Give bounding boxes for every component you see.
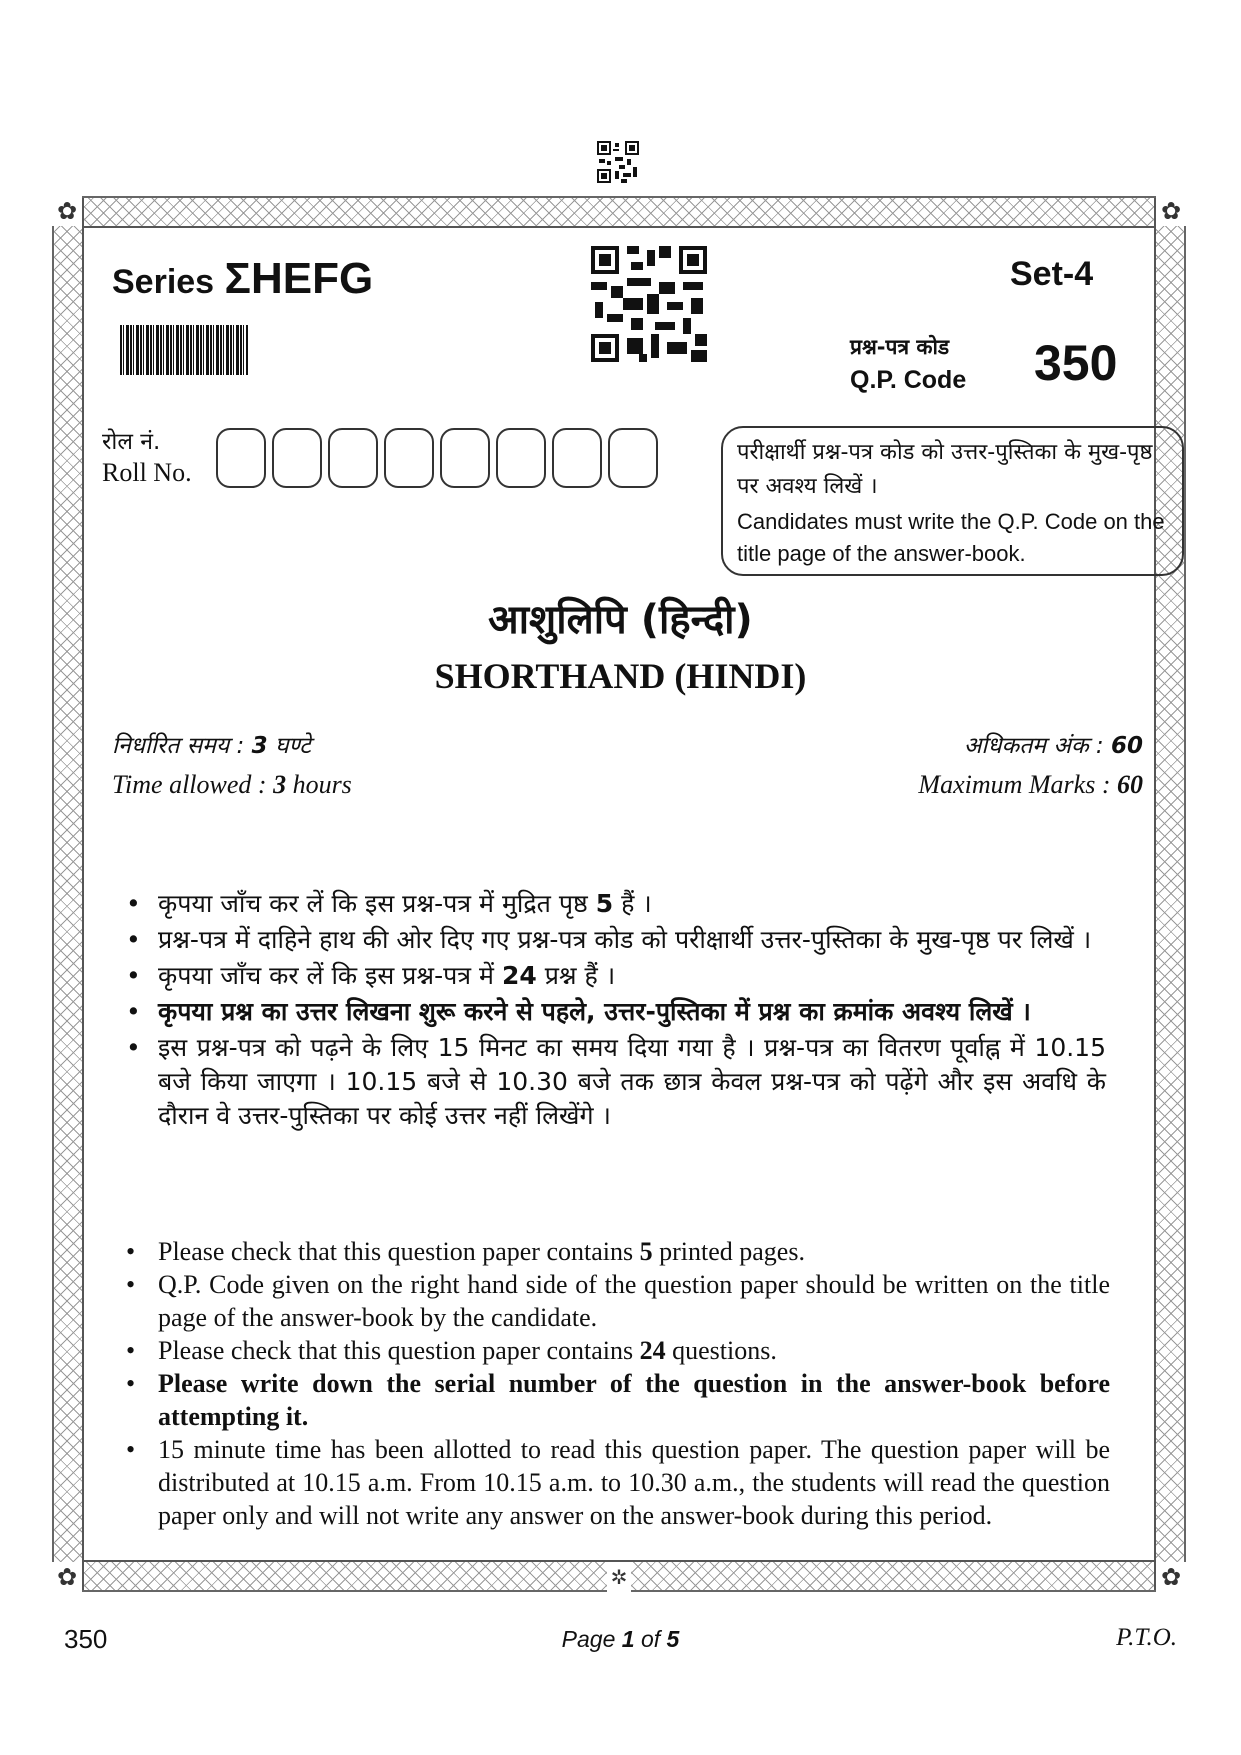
marks-value-hindi: 60	[1110, 733, 1143, 759]
instruction-item: • Please write down the serial number of the question in the answer-book before attempting it.	[116, 1367, 1110, 1433]
title-hindi: आशुलिपि (हिन्दी)	[488, 597, 753, 643]
qp-code-label-hindi: प्रश्न-पत्र कोड	[850, 335, 950, 359]
roll-number-box[interactable]	[608, 428, 658, 488]
time-allowed-hindi	[112, 728, 311, 760]
qp-code-notice-box	[721, 426, 1184, 576]
roll-number-box[interactable]	[216, 428, 266, 488]
instruction-item: • Please check that this question paper contains 24 questions.	[116, 1334, 1110, 1367]
instruction-item: • कृपया जाँच कर लें कि इस प्रश्न-पत्र में मुद्रित पृष्ठ 5 हैं ।	[116, 887, 1106, 921]
time-unit-english: hours	[286, 770, 352, 799]
top-small-qr-code	[597, 141, 639, 183]
footer-page-number: Page 1 of 5	[561, 1626, 680, 1652]
instruction-item: • प्रश्न-पत्र में दाहिने हाथ की ओर दिए गए प्रश्न-पत्र कोड को परीक्षार्थी उत्तर-पुस्तिका के मुख-पृष्ठ पर लिखें ।	[116, 923, 1106, 957]
roll-number-box[interactable]	[384, 428, 434, 488]
series-line	[112, 254, 373, 304]
series-code: ΣHEFG	[224, 254, 374, 303]
roll-label-hindi: रोल नं.	[102, 429, 161, 455]
flower-ornament-icon: ✿	[1156, 196, 1186, 226]
time-value-hindi: 3	[251, 733, 268, 759]
roll-number-box[interactable]	[496, 428, 546, 488]
max-marks-hindi	[964, 728, 1143, 760]
roll-label-english: Roll No.	[102, 458, 192, 487]
marks-label-english: Maximum Marks :	[918, 770, 1117, 799]
instructions-english	[116, 1235, 1110, 1532]
time-value-english: 3	[273, 770, 287, 799]
max-marks-english	[918, 770, 1143, 800]
title-english: SHORTHAND (HINDI)	[434, 656, 807, 696]
roll-number-box[interactable]	[328, 428, 378, 488]
notice-hindi: परीक्षार्थी प्रश्न-पत्र कोड को उत्तर-पुस्तिका के मुख-पृष्ठ पर अवश्य लिखें ।	[737, 440, 1153, 499]
star-ornament-icon: ✲	[607, 1562, 631, 1592]
series-label: Series	[112, 263, 215, 301]
roll-number-box[interactable]	[272, 428, 322, 488]
instruction-item: • इस प्रश्न-पत्र को पढ़ने के लिए 15 मिनट का समय दिया गया है । प्रश्न-पत्र का वितरण पूर्वाह्न में 10.15 बजे किया जाएगा । 10.15 बजे से 10.30 बजे तक छात्र केवल प्रश्न-पत्र को पढ़ेंगे और इस अवधि के दौरान वे उत्तर-पुस्तिका पर कोई उत्तर नहीं लिखेंगे ।	[116, 1031, 1106, 1133]
marks-label-hindi: अधिकतम अंक :	[963, 733, 1111, 759]
flower-ornament-icon: ✿	[52, 1562, 82, 1592]
set-label: Set-4	[1010, 255, 1094, 293]
roll-number-box[interactable]	[440, 428, 490, 488]
barcode	[120, 325, 248, 375]
roll-number-box[interactable]	[552, 428, 602, 488]
time-label-english: Time allowed :	[112, 770, 274, 799]
main-qr-code	[591, 246, 707, 362]
time-allowed-english	[112, 770, 352, 800]
time-label-hindi: निर्धारित समय :	[112, 733, 252, 759]
marks-value-english: 60	[1117, 770, 1143, 799]
flower-ornament-icon: ✿	[52, 196, 82, 226]
instruction-item: • Please check that this question paper contains 5 printed pages.	[116, 1235, 1110, 1268]
instruction-item: • Q.P. Code given on the right hand side of the question paper should be written on the title page of the answer-book by the candidate.	[116, 1268, 1110, 1334]
qp-code-label-english: Q.P. Code	[850, 366, 967, 394]
footer-code: 350	[64, 1624, 108, 1654]
flower-ornament-icon: ✿	[1156, 1562, 1186, 1592]
qp-code: 350	[1034, 335, 1118, 391]
instruction-item: • कृपया जाँच कर लें कि इस प्रश्न-पत्र में 24 प्रश्न हैं ।	[116, 959, 1106, 993]
footer-pto: P.T.O.	[1116, 1624, 1177, 1651]
instruction-item: • कृपया प्रश्न का उत्तर लिखना शुरू करने से पहले, उत्तर-पुस्तिका में प्रश्न का क्रमांक अवश्य लिखें ।	[116, 995, 1106, 1029]
instruction-item: • 15 minute time has been allotted to read this question paper. The question paper will be distributed at 10.15 a.m. From 10.15 a.m. to 10.30 a.m., the students will read the question paper only and will not write any answer on the answer-book during this period.	[116, 1433, 1110, 1532]
time-unit-hindi: घण्टे	[267, 733, 311, 759]
notice-english: Candidates must write the Q.P. Code on the title page of the answer-book.	[737, 509, 1165, 566]
instructions-hindi	[116, 887, 1106, 1135]
